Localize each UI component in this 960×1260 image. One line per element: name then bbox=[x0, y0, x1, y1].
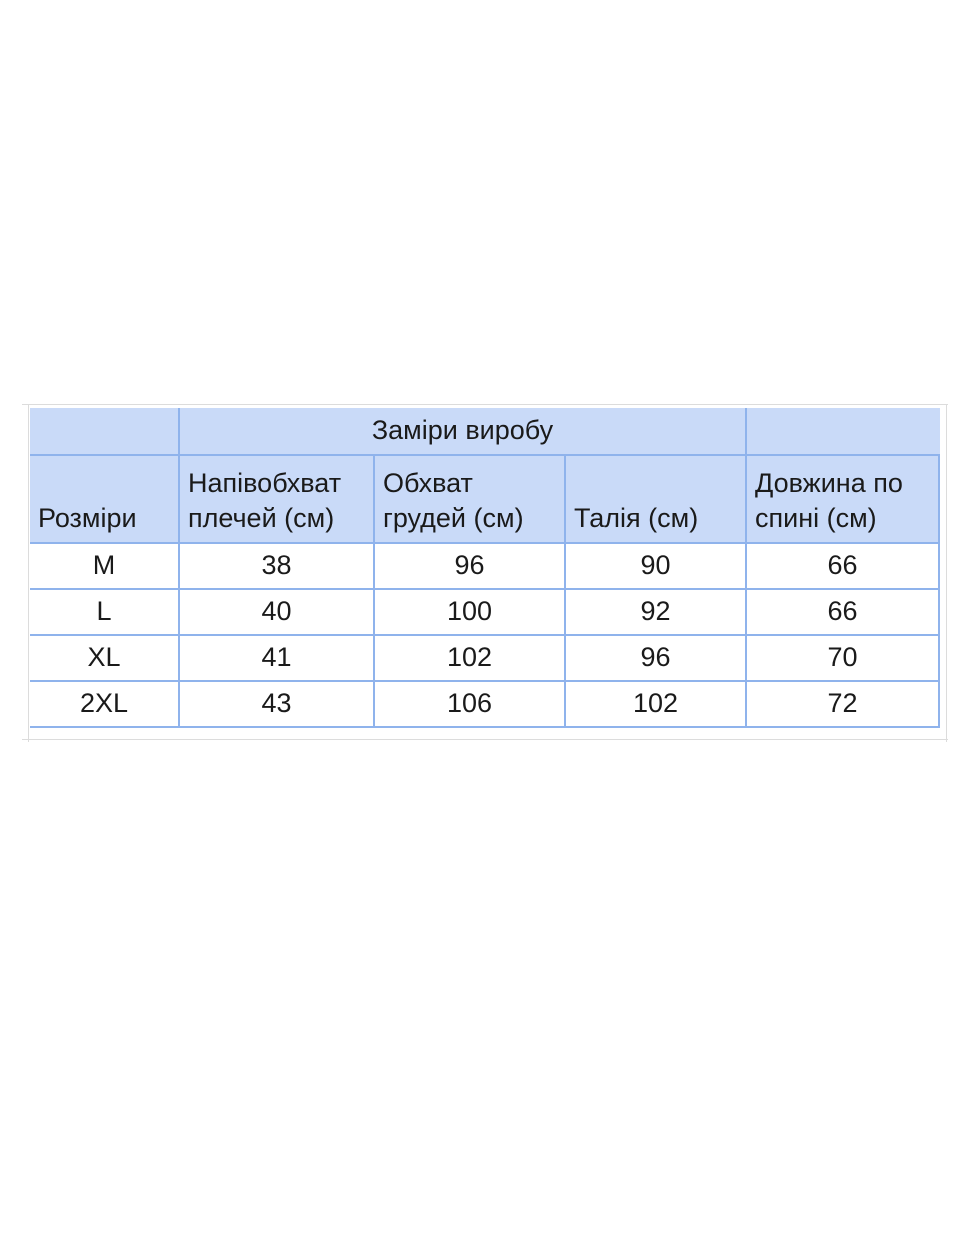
back-length-cell: 66 bbox=[746, 543, 939, 589]
shoulders-cell: 41 bbox=[179, 635, 374, 681]
table-row bbox=[30, 681, 939, 727]
group-tail-cell bbox=[746, 408, 939, 455]
corner-cell bbox=[30, 408, 179, 455]
size-cell: XL bbox=[30, 635, 179, 681]
column-header-row bbox=[30, 455, 939, 543]
waist-cell: 90 bbox=[565, 543, 746, 589]
header-back-length: Довжина по спині (см) bbox=[746, 455, 939, 543]
group-header-row bbox=[30, 408, 939, 455]
table-row bbox=[30, 589, 939, 635]
table-row bbox=[30, 635, 939, 681]
table-row bbox=[30, 543, 939, 589]
header-shoulders: Напівобхват плечей (см) bbox=[179, 455, 374, 543]
chest-cell: 102 bbox=[374, 635, 565, 681]
back-length-cell: 70 bbox=[746, 635, 939, 681]
gridline-top bbox=[22, 404, 948, 405]
chest-cell: 106 bbox=[374, 681, 565, 727]
back-length-cell: 72 bbox=[746, 681, 939, 727]
size-cell: 2XL bbox=[30, 681, 179, 727]
gridline-bottom bbox=[22, 739, 948, 740]
size-cell: M bbox=[30, 543, 179, 589]
waist-cell: 96 bbox=[565, 635, 746, 681]
gridline-right bbox=[946, 404, 947, 742]
header-waist: Талія (см) bbox=[565, 455, 746, 543]
group-title: Заміри виробу bbox=[179, 408, 746, 455]
size-table bbox=[30, 408, 940, 728]
shoulders-cell: 40 bbox=[179, 589, 374, 635]
waist-cell: 102 bbox=[565, 681, 746, 727]
gridline-left bbox=[28, 404, 29, 742]
chest-cell: 100 bbox=[374, 589, 565, 635]
chest-cell: 96 bbox=[374, 543, 565, 589]
back-length-cell: 66 bbox=[746, 589, 939, 635]
size-cell: L bbox=[30, 589, 179, 635]
waist-cell: 92 bbox=[565, 589, 746, 635]
header-chest: Обхват грудей (см) bbox=[374, 455, 565, 543]
header-sizes: Розміри bbox=[30, 455, 179, 543]
shoulders-cell: 43 bbox=[179, 681, 374, 727]
shoulders-cell: 38 bbox=[179, 543, 374, 589]
size-chart-sheet bbox=[22, 404, 948, 742]
